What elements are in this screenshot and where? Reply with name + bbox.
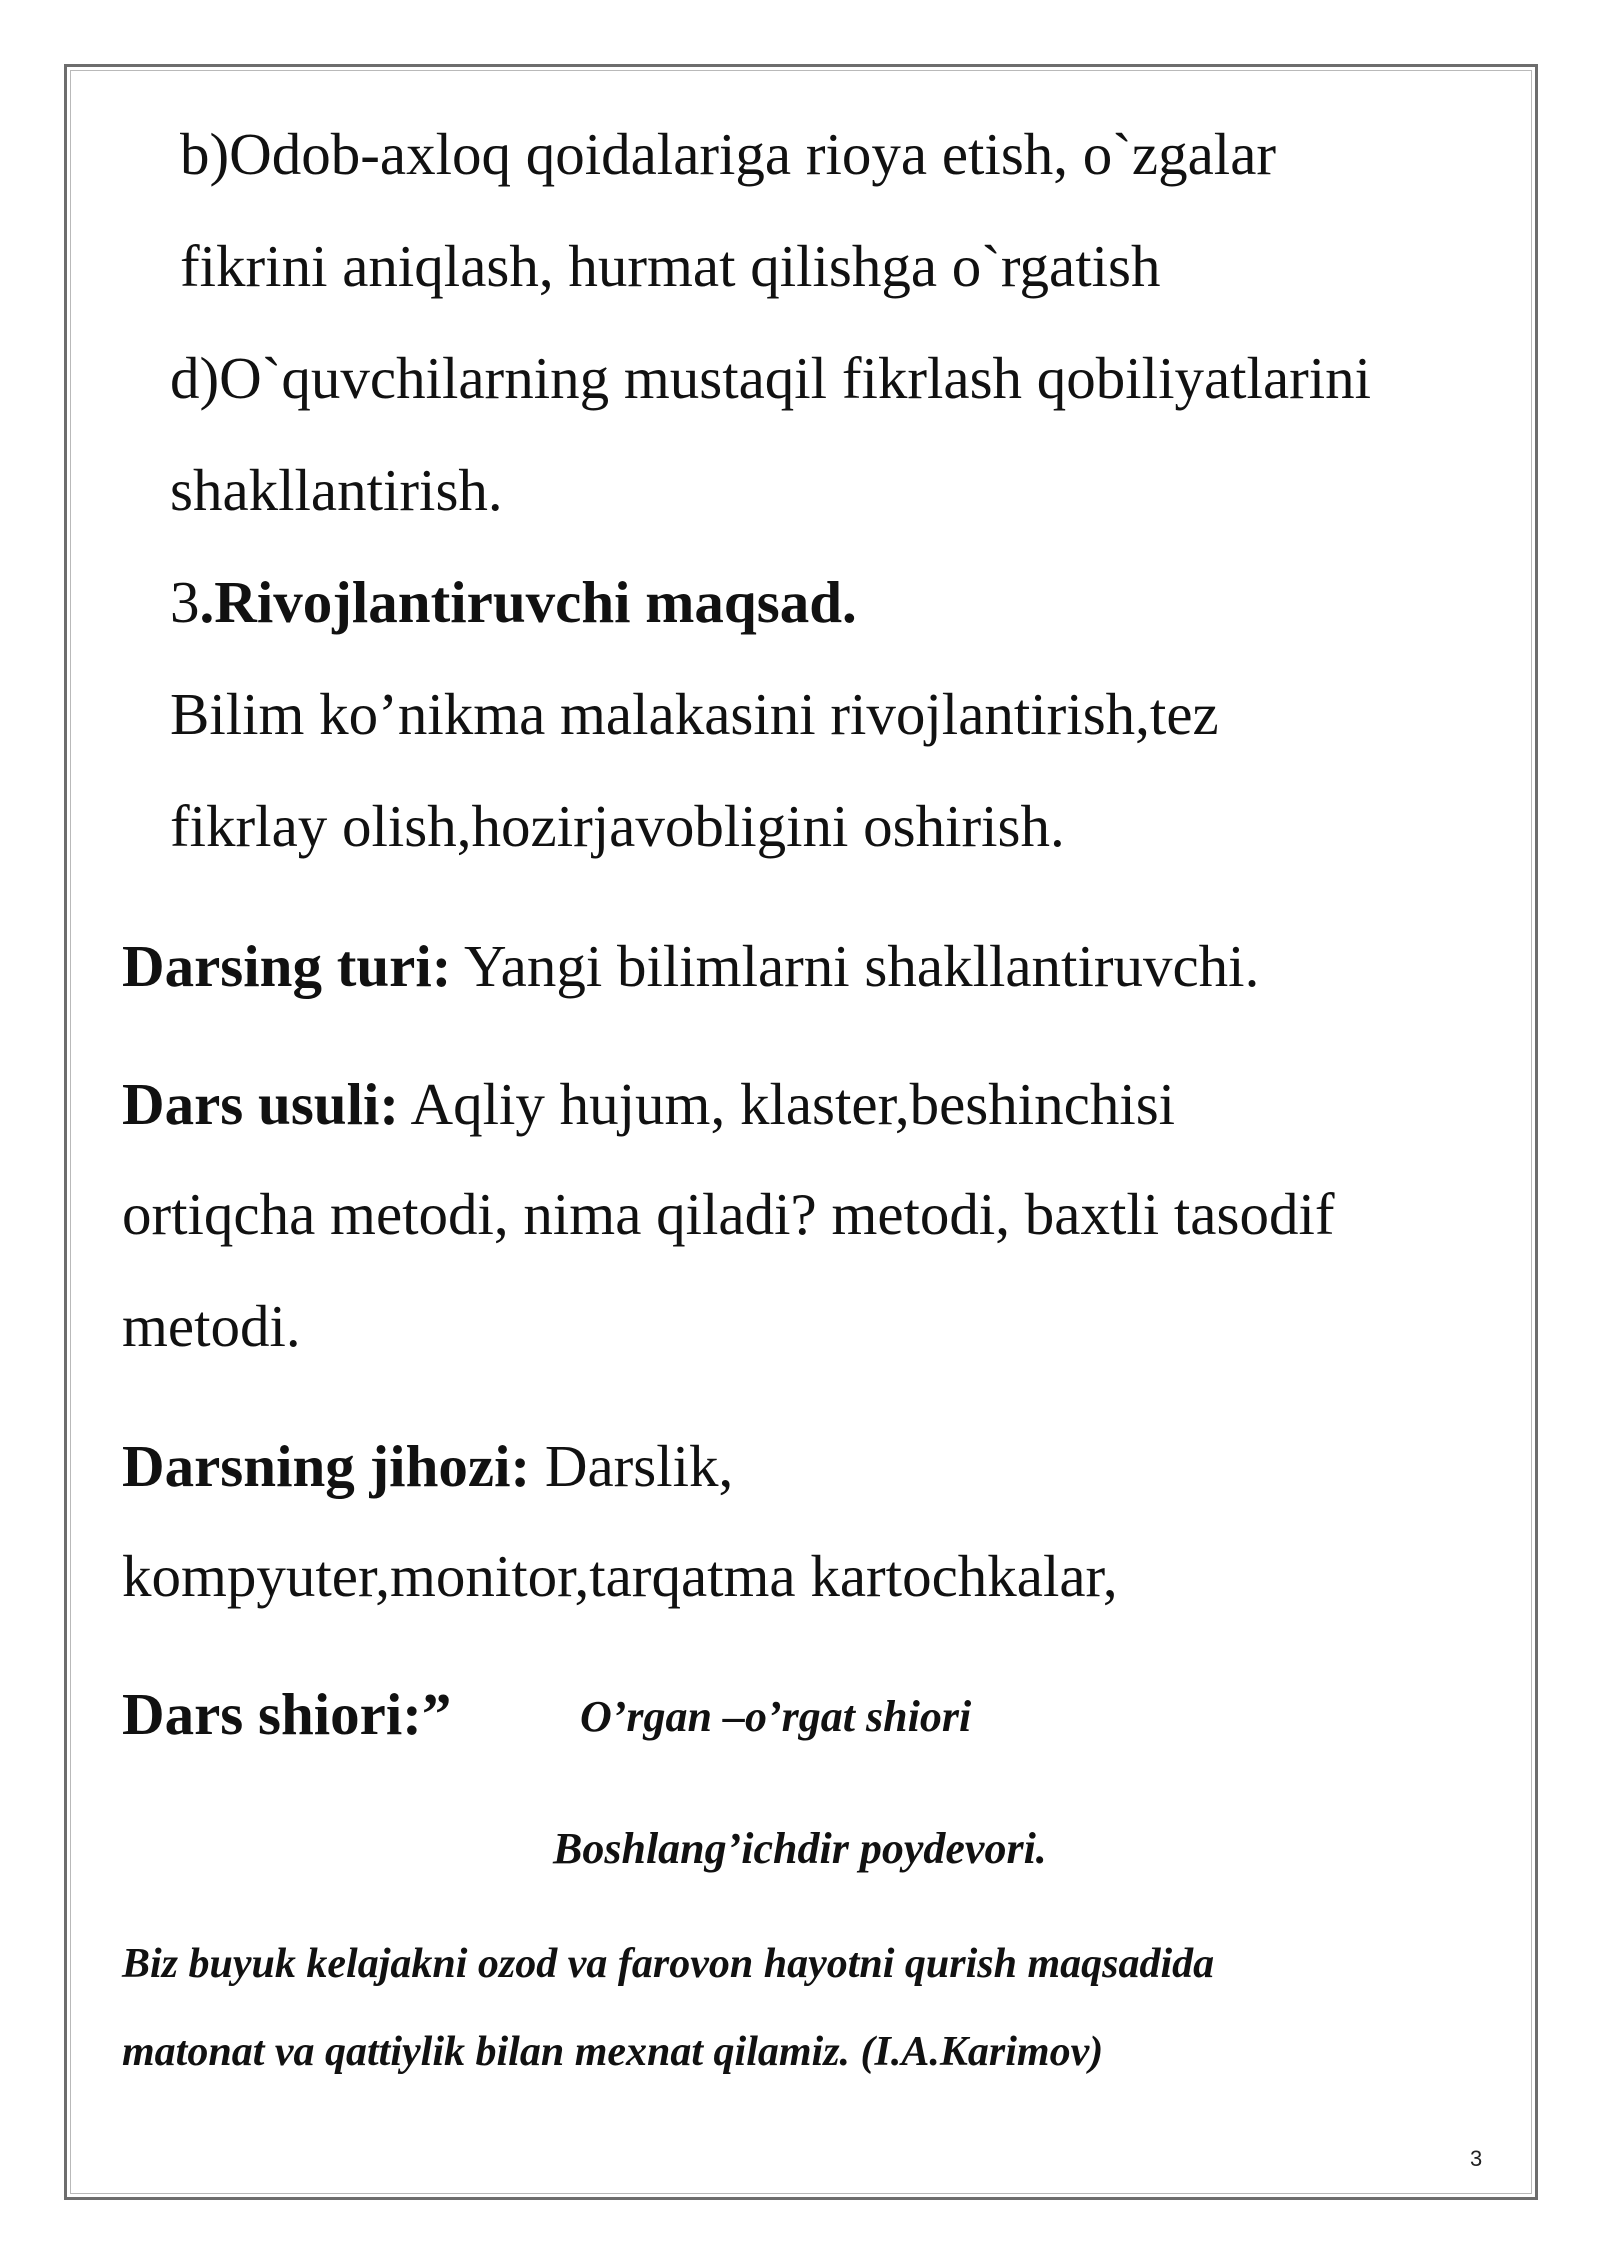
- objective-d-line1: d)O`quvchilarning mustaqil fikrlash qobiliyatlarini: [170, 345, 1372, 411]
- goal3-heading: [170, 569, 857, 635]
- objective-b-line1: b)Odob-axloq qoidalariga rioya etish, o`zgalar: [180, 121, 1277, 187]
- lesson-type-value: Yangi bilimlarni shakllantiruvchi.: [451, 933, 1260, 999]
- lesson-equipment-value-line1: Darslik,: [530, 1433, 734, 1499]
- lesson-method-line2: ortiqcha metodi, nima qiladi? metodi, baxtli tasodif: [122, 1181, 1335, 1247]
- goal3-title: .Rivojlantiruvchi maqsad.: [199, 569, 857, 635]
- lesson-equipment-label: Darsning jihozi:: [122, 1433, 531, 1499]
- lesson-motto-line2: Boshlang’ichdir poydevori.: [553, 1824, 1047, 1873]
- lesson-method-line3: metodi.: [122, 1293, 301, 1359]
- goal3-line1: Bilim ko’nikma malakasini rivojlantirish,tez: [170, 681, 1219, 747]
- lesson-method-value-line1: Aqliy hujum, klaster,beshinchisi: [399, 1071, 1176, 1137]
- lesson-method-label: Dars usuli:: [122, 1071, 400, 1137]
- quote-line2: matonat va qattiylik bilan mexnat qilamiz. (I.A.Karimov): [122, 2029, 1104, 2075]
- lesson-method: [122, 1071, 1176, 1137]
- lesson-equipment-line2: kompyuter,monitor,tarqatma kartochkalar,: [122, 1543, 1118, 1609]
- objective-d-line2: shakllantirish.: [170, 457, 503, 523]
- page-number: 3: [1470, 2146, 1483, 2171]
- objective-b-line2: fikrini aniqlash, hurmat qilishga o`rgatish: [180, 233, 1161, 299]
- goal3-line2: fikrlay olish,hozirjavobligini oshirish.: [170, 793, 1065, 859]
- lesson-type-label: Darsing turi:: [122, 933, 452, 999]
- goal3-number: 3: [170, 569, 200, 635]
- lesson-equipment: [122, 1433, 734, 1499]
- quote-line1: Biz buyuk kelajakni ozod va farovon hayotni qurish maqsadida: [122, 1941, 1215, 1987]
- lesson-motto-label: Dars shiori:”: [122, 1681, 452, 1747]
- lesson-motto-line1: O’rgan –o’rgat shiori: [580, 1692, 972, 1741]
- lesson-type: [122, 933, 1260, 999]
